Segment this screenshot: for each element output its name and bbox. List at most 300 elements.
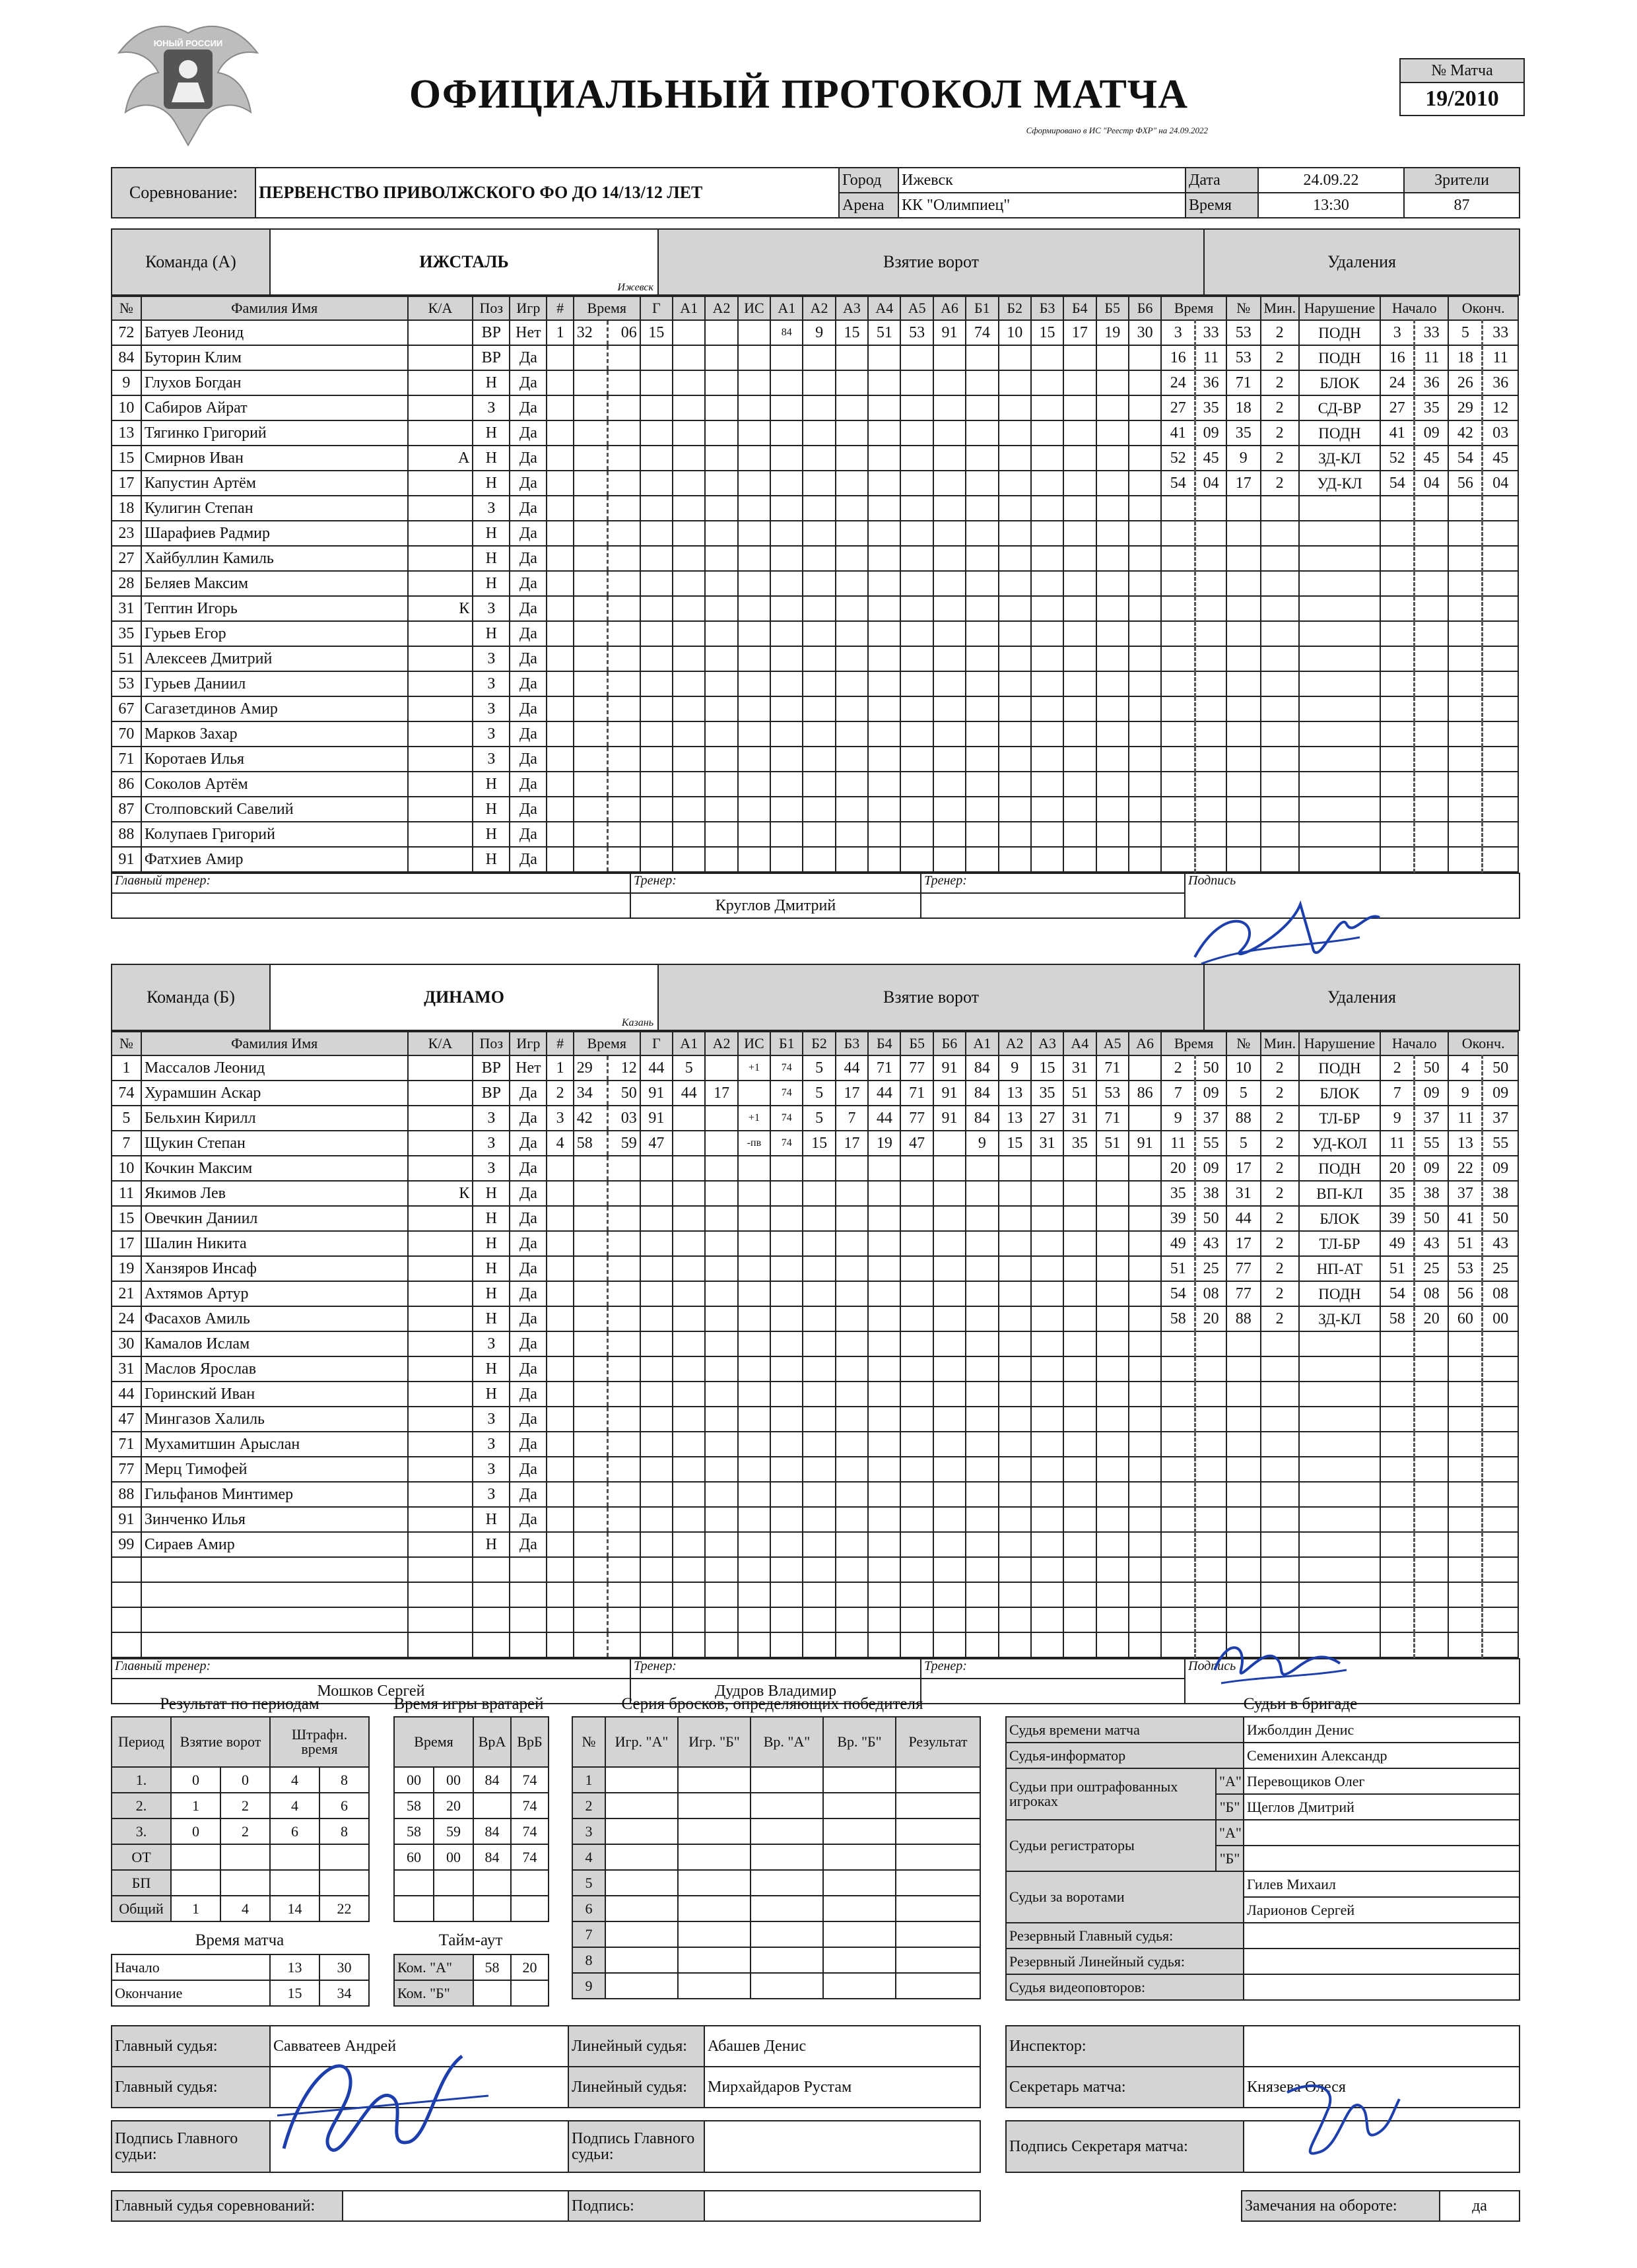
player-captain [408, 1206, 473, 1231]
line-ref-label-2: Линейный судья: [568, 2067, 704, 2108]
goal-cell [803, 847, 835, 872]
goal-cell [933, 1156, 966, 1181]
penalty-infraction: ТЛ-БР [1299, 1231, 1380, 1256]
team_b-goal-col-1: Время [574, 1032, 640, 1055]
goal-cell: 1 [547, 1055, 573, 1081]
player-position: З [473, 1482, 510, 1507]
goal-cell [770, 1632, 803, 1657]
goal-cell [574, 471, 640, 496]
goal-cell [574, 521, 640, 546]
goal-cell [574, 596, 640, 621]
player-number: 91 [112, 1507, 141, 1532]
end-minute: 34 [319, 1980, 369, 2006]
goal-cell: 5 [803, 1055, 835, 1081]
goal-cell: 44 [868, 1081, 900, 1106]
penalty-duration [1261, 1356, 1299, 1382]
shootout-col-player-a: Игр. "А" [605, 1717, 678, 1767]
penalty-second: 36 [1195, 370, 1226, 395]
penalty-player-no [1226, 797, 1261, 822]
goal-cell [836, 1507, 868, 1532]
goal-cell: 74 [770, 1131, 803, 1156]
penalty-minute [1161, 797, 1195, 822]
penalty-second [1195, 696, 1226, 721]
goal-cell [673, 1432, 705, 1457]
player-position: Н [473, 1181, 510, 1206]
goal-cell [574, 847, 640, 872]
end-label: Окончание [112, 1980, 270, 2006]
shootout-cell [605, 1870, 678, 1896]
goal-cell [1129, 1632, 1161, 1657]
player-number [112, 1607, 141, 1632]
table-row [112, 1331, 1518, 1356]
goal-cell [738, 1507, 770, 1532]
goal-cell [803, 671, 835, 696]
penalty-player-no [1226, 1482, 1261, 1507]
goal-cell [933, 1557, 966, 1582]
timeout-title: Тайм-аут [438, 1931, 503, 1949]
penalty-infraction [1299, 1507, 1380, 1532]
table-row [112, 1106, 1518, 1131]
penalty-end-second [1483, 546, 1518, 571]
goal-time-divider [607, 1558, 609, 1582]
penalty-minute: 24 [1161, 370, 1195, 395]
goal-cell: 84 [966, 1081, 998, 1106]
period-row [112, 1870, 369, 1896]
goal-cell [1063, 496, 1096, 521]
player-name: Бельхин Кирилл [141, 1106, 408, 1131]
team_a-penalties-title: Удаления [1204, 229, 1520, 295]
table-row [112, 496, 1518, 521]
penalty-end-second [1483, 496, 1518, 521]
goalie-empty-cell [434, 1870, 473, 1896]
team_a-head-coach [112, 893, 630, 918]
team_b-head-coach: Мошков Сергей [112, 1679, 630, 1704]
goal-time-divider [607, 1357, 609, 1381]
goal-cell [999, 546, 1031, 571]
goal-cell [900, 1231, 933, 1256]
team_b-grid [111, 1031, 1519, 1658]
goal-cell [900, 1206, 933, 1231]
penalty-second [1195, 747, 1226, 772]
penalty-end-minute: 9 [1448, 1081, 1483, 1106]
goal-cell: 53 [1096, 1081, 1129, 1106]
goal-time-divider [607, 1432, 609, 1456]
goal-cell [803, 1607, 835, 1632]
officials-title: Судьи в бригаде [1243, 1695, 1358, 1713]
coach-label: Тренер: [924, 1659, 967, 1673]
goalie-empty-cell [473, 1896, 511, 1921]
goal-cell [673, 747, 705, 772]
penalty-duration: 2 [1261, 345, 1299, 370]
goal-cell [547, 721, 573, 747]
competition-label: Соревнование: [112, 168, 255, 218]
penalty-player-no: 17 [1226, 1231, 1261, 1256]
player-name: Камалов Ислам [141, 1331, 408, 1356]
player-name: Кочкин Максим [141, 1156, 408, 1181]
goal-cell [999, 571, 1031, 596]
goal-cell [836, 671, 868, 696]
goal-cell [1096, 721, 1129, 747]
penalty-end-second: 11 [1483, 345, 1518, 370]
goal-cell [547, 1582, 573, 1607]
penalty-infraction [1299, 1382, 1380, 1407]
penalty-end-minute: 26 [1448, 370, 1483, 395]
goal-cell [933, 471, 966, 496]
goal-cell [1129, 1582, 1161, 1607]
goalie-time-col: Время [394, 1717, 473, 1767]
penalty-player-no [1226, 496, 1261, 521]
goal-cell [1129, 1507, 1161, 1532]
goal-cell: +1 [738, 1106, 770, 1131]
goal-cell [1129, 847, 1161, 872]
goal-cell [1096, 546, 1129, 571]
goal-cell [1096, 1331, 1129, 1356]
goal-cell [803, 1432, 835, 1457]
goal-cell [574, 420, 640, 446]
penalty-second [1195, 1607, 1226, 1632]
table-row [112, 671, 1518, 696]
goal-cell [640, 1407, 673, 1432]
goal-cell [1031, 1432, 1063, 1457]
penalty-duration: 2 [1261, 370, 1299, 395]
goal-cell [836, 1156, 868, 1181]
goal-time-divider [607, 496, 609, 520]
goal-cell [999, 696, 1031, 721]
team_a-header [111, 228, 1520, 296]
penalty-infraction [1299, 1532, 1380, 1557]
penalty-duration [1261, 822, 1299, 847]
penalty-infraction [1299, 1557, 1380, 1582]
goal-cell [999, 772, 1031, 797]
goal-cell [547, 596, 573, 621]
player-number: 19 [112, 1256, 141, 1281]
penalty-end-minute [1448, 797, 1483, 822]
penalty-end-minute [1448, 1356, 1483, 1382]
team_b-head-coach-label [112, 1659, 630, 1679]
penalty-end-second: 55 [1483, 1131, 1518, 1156]
goal-cell [1096, 571, 1129, 596]
goal-cell [1129, 822, 1161, 847]
goal-cell [705, 747, 737, 772]
penalty-player-no [1226, 1582, 1261, 1607]
player-captain [408, 621, 473, 646]
goal-cell: 91 [933, 320, 966, 345]
goal-cell [1129, 471, 1161, 496]
penalty-end-minute: 60 [1448, 1306, 1483, 1331]
penalty-infraction: ПОДН [1299, 420, 1380, 446]
player-number: 27 [112, 546, 141, 571]
goal-cell [738, 1432, 770, 1457]
goal-cell [999, 822, 1031, 847]
goal-cell [547, 772, 573, 797]
penalty-minute: 9 [1161, 1106, 1195, 1131]
goal-cell: 17 [1063, 320, 1096, 345]
player-captain [408, 1306, 473, 1331]
penalty-minute: 20 [1161, 1156, 1195, 1181]
team_a-goal-col-14: Б3 [1031, 296, 1063, 320]
goal-cell [933, 671, 966, 696]
goal-cell [1096, 696, 1129, 721]
goal-time-divider [607, 1332, 609, 1356]
player-played: Да [510, 1507, 547, 1532]
player-number: 91 [112, 847, 141, 872]
goal-cell [673, 696, 705, 721]
penalty-player-no [1226, 847, 1261, 872]
goal-cell [705, 1181, 737, 1206]
goal-cell [770, 797, 803, 822]
goal-cell [1129, 1256, 1161, 1281]
penalty-minute [1161, 596, 1195, 621]
penalty-second: 25 [1195, 1256, 1226, 1281]
shootout-row [572, 1870, 980, 1896]
goal-time-divider [607, 521, 609, 545]
goal-cell [1063, 646, 1096, 671]
team_a-goal-col-8: А3 [836, 296, 868, 320]
goal-cell [868, 1582, 900, 1607]
goal-time-divider [607, 1106, 609, 1130]
time-value: 13:30 [1258, 193, 1404, 218]
penalty-start-minute: 9 [1380, 1106, 1415, 1131]
penalty-minute: 16 [1161, 345, 1195, 370]
player-captain [408, 1632, 473, 1657]
goal-time-divider [607, 471, 609, 495]
goal-cell [1129, 1607, 1161, 1632]
penalty-second [1195, 596, 1226, 621]
goal-cell [999, 747, 1031, 772]
timeout-b-label: Ком. "Б" [394, 1980, 473, 2006]
shootout-cell [896, 1896, 980, 1921]
goal-cell [1129, 1055, 1161, 1081]
goal-cell [933, 546, 966, 571]
player-number: 7 [112, 1131, 141, 1156]
penalty-infraction: УД-КЛ [1299, 471, 1380, 496]
penalty-second: 04 [1195, 471, 1226, 496]
timeout-table [393, 1954, 549, 2007]
penalty-end-second [1483, 571, 1518, 596]
goal-cell [673, 847, 705, 872]
player-number: 51 [112, 646, 141, 671]
goal-cell [574, 797, 640, 822]
penalty-second [1195, 721, 1226, 747]
penalty-duration: 2 [1261, 1306, 1299, 1331]
goal-cell [1063, 1582, 1096, 1607]
penalty-start-second [1415, 772, 1449, 797]
penalty-start-minute: 24 [1380, 370, 1415, 395]
penalty-end-minute [1448, 1482, 1483, 1507]
penalty-start-second [1415, 1432, 1449, 1457]
match-no: 19/2010 [1400, 83, 1524, 116]
penalty-player-no [1226, 1557, 1261, 1582]
goal-cell [770, 446, 803, 471]
penalty-end-second [1483, 646, 1518, 671]
goal-cell [1129, 1281, 1161, 1306]
goal-cell [966, 1582, 998, 1607]
goal-cell [803, 1156, 835, 1181]
goal-cell [868, 721, 900, 747]
goal-cell [547, 546, 573, 571]
penalty-minute: 2 [1161, 1055, 1195, 1081]
penalty-end-minute [1448, 1632, 1483, 1657]
penalty-end-second: 50 [1483, 1206, 1518, 1231]
penalty-player-no: 53 [1226, 320, 1261, 345]
table-row [112, 772, 1518, 797]
goal-cell: 51 [868, 320, 900, 345]
penalty-second: 55 [1195, 1131, 1226, 1156]
goal-cell [1129, 1382, 1161, 1407]
goal-cell [673, 345, 705, 370]
goal-cell [1096, 395, 1129, 420]
goal-judge-2: Ларионов Сергей [1244, 1897, 1520, 1923]
goal-cell [547, 1382, 573, 1407]
goal-cell [836, 772, 868, 797]
penalty-player-no [1226, 822, 1261, 847]
goal-cell [738, 822, 770, 847]
player-name: Коротаев Илья [141, 747, 408, 772]
goal-cell [1096, 1206, 1129, 1231]
goal-cell: 5 [803, 1081, 835, 1106]
goal-time-divider [607, 446, 609, 470]
goal-cell [547, 1181, 573, 1206]
player-position: Н [473, 1382, 510, 1407]
penalty-end-second [1483, 797, 1518, 822]
player-played: Нет [510, 1055, 547, 1081]
penalty-start-minute [1380, 521, 1415, 546]
penalty-start-minute [1380, 847, 1415, 872]
goal-cell [1129, 395, 1161, 420]
player-captain [408, 1432, 473, 1457]
goal-cell [868, 696, 900, 721]
period-goals-a: 0 [171, 1818, 220, 1844]
penalty-start-minute [1380, 1532, 1415, 1557]
goal-cell [738, 1181, 770, 1206]
goal-cell: 44 [673, 1081, 705, 1106]
match-time-title: Время матча [195, 1931, 284, 1949]
team_b-goal-col-10: Б5 [900, 1032, 933, 1055]
player-position: Н [473, 847, 510, 872]
goal-cell [803, 471, 835, 496]
team_a-goal-col-5: ИС [738, 296, 770, 320]
goal-cell [836, 747, 868, 772]
goal-cell [803, 521, 835, 546]
shootout-cell [605, 1947, 678, 1973]
penalty-infraction [1299, 1356, 1380, 1382]
penalty-end-second: 38 [1483, 1181, 1518, 1206]
shootout-cell [896, 1818, 980, 1844]
goal-cell [574, 646, 640, 671]
goal-time-divider [607, 1131, 609, 1155]
penalty-start-minute [1380, 496, 1415, 521]
shootout-cell [605, 1896, 678, 1921]
table-row [112, 420, 1518, 446]
penalty-start-minute [1380, 621, 1415, 646]
player-captain [408, 1507, 473, 1532]
team_a-coach2-label [921, 873, 1185, 893]
period-pim-b: 8 [319, 1818, 369, 1844]
goal-cell [1096, 1607, 1129, 1632]
goal-cell [1129, 1156, 1161, 1181]
period-goals-a: 1 [171, 1793, 220, 1818]
goal-cell [1063, 395, 1096, 420]
goal-cell [1096, 621, 1129, 646]
goal-cell [900, 721, 933, 747]
goal-cell [803, 621, 835, 646]
registrar-label: Судьи регистраторы [1006, 1820, 1216, 1871]
penalty-second [1195, 1482, 1226, 1507]
penalty-duration [1261, 1582, 1299, 1607]
goal-cell [900, 671, 933, 696]
penalty-end-minute [1448, 822, 1483, 847]
goal-cell [1063, 721, 1096, 747]
penalty-start-second: 43 [1415, 1231, 1449, 1256]
goal-second: 50 [620, 1084, 637, 1102]
goal-cell [999, 1206, 1031, 1231]
goal-cell: 9 [803, 320, 835, 345]
goal-cell [640, 671, 673, 696]
goal-cell [900, 1507, 933, 1532]
penalty-minute [1161, 1432, 1195, 1457]
player-captain [408, 471, 473, 496]
video-judge-name [1244, 1974, 1520, 2000]
penalty-duration: 2 [1261, 1055, 1299, 1081]
goal-cell [933, 370, 966, 395]
player-name: Ахтямов Артур [141, 1281, 408, 1306]
goal-cell [803, 446, 835, 471]
goal-cell [803, 772, 835, 797]
goal-cell [966, 1356, 998, 1382]
goal-cell [547, 1607, 573, 1632]
penalty-end-second [1483, 1582, 1518, 1607]
goal-cell [738, 747, 770, 772]
line-ref-name-2: Мирхайдаров Рустам [704, 2067, 980, 2108]
penalty-start-second: 45 [1415, 446, 1449, 471]
goal-cell [770, 1482, 803, 1507]
goal-cell [836, 471, 868, 496]
goal-cell [673, 1532, 705, 1557]
penalty-start-second [1415, 721, 1449, 747]
player-played: Да [510, 345, 547, 370]
goal-cell [999, 721, 1031, 747]
goal-cell [1129, 1231, 1161, 1256]
goal-cell [1031, 721, 1063, 747]
goal-cell: 31 [1063, 1055, 1096, 1081]
goal-cell [705, 1231, 737, 1256]
goalie-minute: 60 [394, 1844, 434, 1870]
goal-cell [1096, 847, 1129, 872]
inspector-table [1005, 2025, 1520, 2173]
goalie-b: 74 [511, 1767, 549, 1793]
shootout-row [572, 1921, 980, 1947]
goal-cell: 15 [803, 1131, 835, 1156]
timekeeper-name: Ижболдин Денис [1244, 1717, 1520, 1743]
player-played: Да [510, 1256, 547, 1281]
goal-cell [738, 471, 770, 496]
goal-cell [1063, 571, 1096, 596]
goal-cell [966, 1457, 998, 1482]
goal-cell [836, 822, 868, 847]
goal-cell [1063, 747, 1096, 772]
penalty-duration [1261, 1331, 1299, 1356]
goal-cell [999, 1256, 1031, 1281]
penalty-start-minute: 54 [1380, 1281, 1415, 1306]
goal-cell [900, 847, 933, 872]
penalty-end-minute [1448, 646, 1483, 671]
period-pim-a [270, 1844, 319, 1870]
goal-cell: 15 [1031, 1055, 1063, 1081]
penalty-duration: 2 [1261, 1206, 1299, 1231]
player-name: Сабиров Айрат [141, 395, 408, 420]
period-name: Общий [112, 1896, 171, 1921]
penalty-player-no [1226, 1356, 1261, 1382]
